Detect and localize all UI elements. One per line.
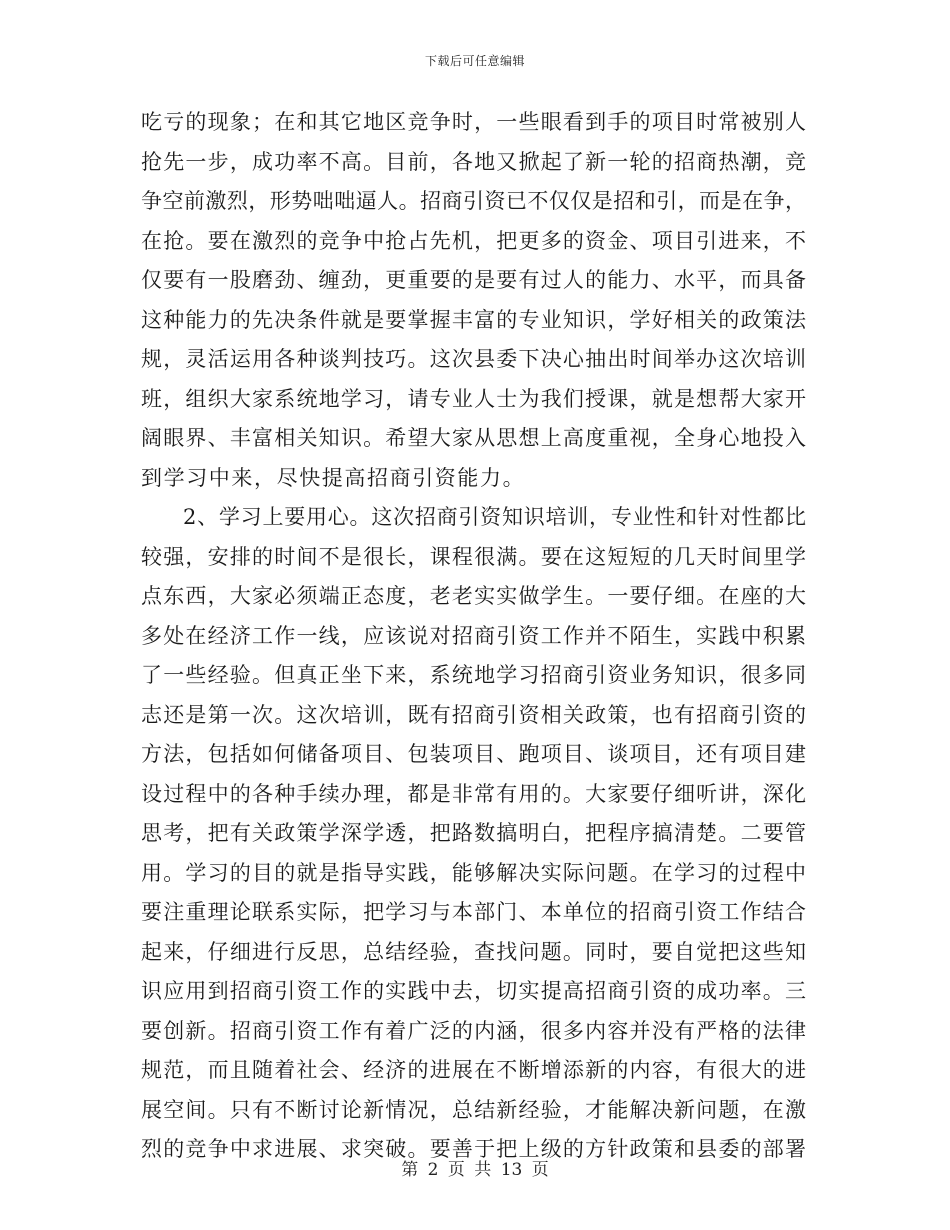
text-line: 抢先一步，成功率不高。目前，各地又掀起了新一轮的招商热潮，竞 <box>141 149 806 174</box>
text-line: 志还是第一次。这次培训，既有招商引资相关政策，也有招商引资的 <box>141 702 806 727</box>
text-line: 烈的竞争中求进展、求突破。要善于把上级的方针政策和县委的部署 <box>141 1137 806 1161</box>
text-line: 点东西，大家必须端正态度，老老实实做学生。一要仔细。在座的大 <box>141 584 806 608</box>
page-number: 第 2 页 共 13 页 <box>401 1160 549 1180</box>
text-line: 规范，而且随着社会、经济的进展在不断增添新的内容，有很大的进 <box>141 1058 806 1082</box>
text-line: 展空间。只有不断讨论新情况，总结新经验，才能解决新问题，在激 <box>141 1097 806 1122</box>
text-line: 吃亏的现象；在和其它地区竞争时，一些眼看到手的项目时常被别人 <box>141 110 806 134</box>
text-line: 用。学习的目的就是指导实践，能够解决实际问题。在学习的过程中 <box>141 860 806 885</box>
text-line: 思考，把有关政策学深学透，把路数搞明白，把程序搞清楚。二要管 <box>141 821 806 845</box>
text-line: 识应用到招商引资工作的实践中去，切实提高招商引资的成功率。三 <box>141 979 806 1003</box>
text-line: 到学习中来，尽快提高招商引资能力。 <box>141 465 526 490</box>
text-line: 多处在经济工作一线，应该说对招商引资工作并不陌生，实践中积累 <box>141 623 806 648</box>
text-line: 设过程中的各种手续办理，都是非常有用的。大家要仔细听讲，深化 <box>141 781 806 806</box>
text-line: 争空前激烈，形势咄咄逼人。招商引资已不仅仅是招和引，而是在争， <box>141 189 806 213</box>
text-line: 要创新。招商引资工作有着广泛的内涵，很多内容并没有严格的法律 <box>141 1018 806 1043</box>
text-line: 这种能力的先决条件就是要掌握丰富的专业知识，学好相关的政策法 <box>141 307 806 332</box>
text-line: 了一些经验。但真正坐下来，系统地学习招商引资业务知识，很多同 <box>141 663 806 687</box>
text-line: 起来，仔细进行反思，总结经验，查找问题。同时，要自觉把这些知 <box>141 939 806 964</box>
body-text <box>141 103 806 1170</box>
page-header: 下载后可任意编辑 <box>424 54 525 68</box>
text-line: 较强，安排的时间不是很长，课程很满。要在这短短的几天时间里学 <box>141 544 806 569</box>
text-line: 要注重理论联系实际，把学习与本部门、本单位的招商引资工作结合 <box>141 900 806 924</box>
text-line: 在抢。要在激烈的竞争中抢占先机，把更多的资金、项目引进来，不 <box>141 228 806 253</box>
text-line: 2、学习上要用心。这次招商引资知识培训，专业性和针对性都比 <box>183 505 806 529</box>
text-line: 班，组织大家系统地学习，请专业人士为我们授课，就是想帮大家开 <box>141 386 806 411</box>
text-line: 阔眼界、丰富相关知识。希望大家从思想上高度重视，全身心地投入 <box>141 426 806 450</box>
text-line: 仅要有一股磨劲、缠劲，更重要的是要有过人的能力、水平，而具备 <box>141 268 806 292</box>
text-line: 规，灵活运用各种谈判技巧。这次县委下决心抽出时间举办这次培训 <box>141 347 806 371</box>
text-line: 方法，包括如何储备项目、包装项目、跑项目、谈项目，还有项目建 <box>141 742 806 766</box>
